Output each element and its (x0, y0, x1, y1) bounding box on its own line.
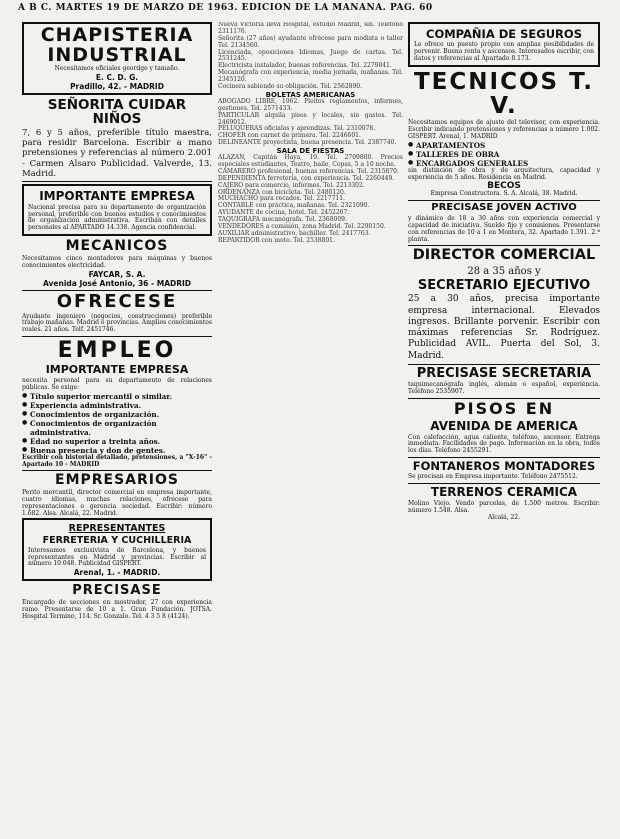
list-item: ● ENCARGADOS GENERALES (408, 159, 600, 168)
ad-body: Interesamos exclusivista de Barcelona, y buenos representantes en Madrid y provincias. Escribir al número 10.048. Publicidad GISPERT. (28, 546, 206, 568)
list-item: ● Buena presencia y don de gentes. (22, 446, 212, 455)
ad-address: Pradillo, 42. - MADRID (70, 81, 164, 91)
classified-entry: TAQUIGRAFA mecanógrafa. Tel. 2368009. (218, 216, 347, 224)
divider (408, 364, 600, 365)
column-right (408, 22, 600, 834)
ad-subtitle: IMPORTANTE EMPRESA (45, 363, 189, 377)
classified-entry: Nueva Victoria lleva Hospital, estudio Madrid, sin. Teléfono 2311176. (218, 22, 403, 35)
ad-chapisteria (22, 22, 212, 95)
ad-body: 7, 6 y 5 años, preferible título maestra, para residir Barcelona. Escribir a mano pretensiones y referencias al número 2.001 - Carmen Alsaro Publicidad. Valverde, 13. Madrid. (22, 128, 212, 179)
section-heading: SALA DE FIESTAS (276, 147, 345, 156)
ad-title: TECNICOS T. V. (413, 68, 595, 119)
ad-body: Nacional precisa para su departamento de organización personal, preferible con buenos estudios y conocimientos de organización administrativa. Escriban con detalles personales al APARTADO 14.338. Agencia confidencial. (28, 203, 206, 232)
classified-entry: ORDENANZA con bicicleta. Tel. 2480120. (218, 188, 346, 196)
ad-empleo (22, 339, 212, 468)
ad-title: COMPAÑIA DE SEGUROS (426, 27, 582, 41)
ad-pisos (408, 401, 600, 455)
ad-address: Arenal, 1. - MADRID. (73, 568, 161, 578)
ad-joven-activo (408, 203, 600, 243)
ad-precisase (22, 584, 212, 620)
classified-entry: Mecanógrafa con experiencia, media jornada, mañanas. Tel. 2345120. (218, 69, 403, 84)
ad-importante-empresa (22, 184, 212, 236)
ad-ofrecese (22, 290, 212, 335)
ad-subtitle: AVENIDA DE AMERICA (430, 419, 578, 433)
ad-senorita (22, 98, 212, 179)
list-item: ● Experiencia administrativa. (22, 401, 212, 410)
ad-address: Empresa Constructora. S. A. Alcalá, 38. Madrid. (430, 190, 578, 198)
ad-title: SEÑORITA CUIDAR NIÑOS (47, 96, 187, 127)
ad-director-comercial (408, 248, 600, 361)
ad-body: Se precisan en Empresa importante. Teléfono 2475512. (408, 473, 578, 481)
ad-title: OFRECESE (56, 290, 178, 312)
ad-age: 28 a 35 años y (467, 265, 541, 277)
ad-body: 25 a 30 años, precisa importante empresa internacional. Elevados ingresos. Brillante porvenir. Escribir con máximas referencias Sr. Rodríguez. Publicidad AVIL. Puerta del Sol, 3. Madrid. (408, 294, 600, 361)
classified-entry: DELINEANTE proyectista, buena presencia. Tel. 2387740. (218, 139, 397, 147)
ad-title: CHAPISTERIA (40, 24, 194, 46)
ad-title: MECANICOS (65, 238, 169, 255)
list-item: ● TALLERES DE OBRA (408, 150, 600, 159)
classified-entry: CAMARERO profesional, buenas referencias. Tel. 2315870. (218, 167, 399, 175)
ad-body: Le ofrece un puesto propio con amplias posibilidades de porvenir. Buena renta y ascensos. Interesados escribir, con datos y referencias al Apartado 8.173. (414, 41, 594, 62)
classified-entry: AYUDANTE de cocina, hotel. Tel. 2452267. (218, 209, 350, 217)
classified-entry: ABOGADO LIBRE, 1962. Pleitos reglamentos, informes, gestiones. Tel. 2571433. (218, 97, 403, 112)
ad-body: Perito mercantil, director comercial en empresa importante, cuatro idiomas, muchas relaciones, ofrécese para representaciones o gerencia sociedad. Escribir: número 1.682. Alsa. Alcalá, 22. Madrid. (22, 489, 212, 517)
ad-address: Alcalá, 22. (487, 513, 521, 521)
list-item: ● Título superior mercantil o similar. (22, 392, 212, 401)
classified-entry: Cocinera sabiendo su obligación. Tel. 2562890. (218, 83, 363, 91)
ad-mecanicos (22, 239, 212, 287)
ad-fontaneros (408, 460, 600, 481)
ad-title: EMPLEO (57, 338, 177, 364)
ad-body: sin distinción de obra y de arquitectura, capacidad y experiencia de 5 años. Residencia en Madrid. (408, 166, 600, 181)
list-item: ● APARTAMENTOS (408, 141, 600, 150)
positions-list (408, 141, 600, 168)
ad-subtitle: SECRETARIO EJECUTIVO (417, 277, 591, 293)
divider (22, 181, 212, 182)
ad-company: FAYCAR, S. A. (88, 269, 146, 279)
ad-terrenos (408, 486, 600, 521)
ad-body: Necesitamos oficiales geordge y tamaño. (54, 64, 180, 72)
ad-title: FONTANEROS MONTADORES (412, 459, 596, 474)
divider (408, 200, 600, 201)
ad-body: necesita personal para su departamento de relaciones públicas. Se exige: (22, 376, 212, 391)
section-heading: BOLETAS AMERICANAS (265, 90, 356, 99)
ad-body: Molino Viejo. Vendo parcelas, de 1.500 metros. Escribir: número 1.548. Alsa. (408, 499, 600, 514)
ad-secretaria (408, 367, 600, 396)
ad-company: BECOS (487, 181, 521, 192)
page-header: A B C. MARTES 19 DE MARZO DE 1963. EDICION DE LA MAÑANA. PAG. 60 (18, 3, 433, 13)
ad-title: EMPRESARIOS (55, 472, 179, 489)
classified-entry: REPARTIDOR con moto. Tel. 2538801. (218, 236, 335, 244)
divider (408, 245, 600, 246)
ad-title: DIRECTOR COMERCIAL (412, 247, 596, 264)
ad-title: PRECISASE JOVEN ACTIVO (431, 202, 577, 214)
ad-representantes (22, 518, 212, 582)
classified-entry: MUCHACHO para recados. Tel. 2217711. (218, 195, 345, 203)
list-item: ● Edad no superior a treinta años. (22, 437, 212, 446)
column-left (22, 22, 212, 834)
list-item: ● Conocimientos de organización. (22, 410, 212, 419)
divider (408, 457, 600, 458)
column-middle (218, 22, 403, 834)
ad-body: Con calefacción, agua caliente, teléfono, ascensor. Entrega inmediata. Facilidades de pago. Información en la obra, todos los días. Teléfono 2455291. (408, 433, 600, 455)
list-item: ● Conocimientos de organización administrativa. (22, 419, 212, 437)
requirements-list (22, 392, 212, 455)
classified-entry: CAJERO para comercio, informes. Tel. 2213302. (218, 181, 365, 189)
ad-company: E. C. D. G. (95, 72, 139, 82)
ad-body: Necesitamos equipos de ajuste del televisor, con experiencia. Escribir indicando pretensiones y referencias a número 1.002. GISPERT. Arenal, 1. MADRID (408, 119, 600, 140)
ad-body: y dinámico de 18 a 30 años con experiencia comercial y capacidad de iniciativa. Sueldo fijo y comisiones. Presentarse con referencias de 10 a 1 en Montera, 32. Apartado 1.391. 2.ª planta. (408, 214, 600, 243)
classified-entry: CONTABLE con práctica, mañanas. Tel. 2321090. (218, 202, 370, 210)
ad-title: TERRENOS CERAMICA (430, 485, 578, 500)
ad-title: IMPORTANTE EMPRESA (39, 189, 195, 204)
ad-title: REPRESENTANTES (68, 522, 166, 534)
classified-entry: PELUQUERAS oficialas y aprendizas. Tel. 2310078. (218, 125, 376, 133)
classified-entry: Electricista instalador, buenas referencias. Tel. 2279841. (218, 62, 392, 70)
ad-subtitle: FERRETERIA Y CUCHILLERIA (42, 534, 192, 546)
ad-body: Ayudante ingeniero (negocios, construcciones) preferible trabajo mañanas. Madrid o provincias. Amplios conocimientos reales. 21 años. Telf. 2451746. (22, 312, 212, 334)
classified-entry: CHOFER con carnet de primera. Tel. 2246601. (218, 132, 361, 140)
ad-compania-seguros (408, 22, 600, 67)
ad-title: INDUSTRIAL (47, 43, 187, 66)
classified-entry: DEPENDIENTA ferretería, con experiencia. Tel. 2260449. (218, 174, 395, 182)
ad-footer: Escribir con historial detallado, pretensiones, a "X-16" - Apartado 10 - MADRID (22, 453, 212, 468)
classified-entry: Señorita (27 años) ayudante ofrécese para modista o taller Tel. 2134560. (218, 34, 403, 49)
divider (22, 336, 212, 337)
classified-entry: AUXILIAR administrativo, bachiller. Tel. 2417763. (218, 229, 371, 237)
divider (22, 470, 212, 471)
ad-title: PRECISASE (72, 583, 162, 599)
ad-title: PISOS EN (453, 399, 555, 419)
ad-body: taquimecanógrafa inglés, alemán o español, experiencia. Teléfono 2535907. (408, 381, 600, 396)
classified-entry: VENDEDORES a comisión, zona Madrid. Tel. 2290150. (218, 223, 386, 231)
ad-tecnicos (408, 70, 600, 199)
ad-body: Encargado de secciones en mostrador, 27 con experiencia ramo. Presentarse de 10 a 1. Gran Fundación. JOTSA. Hospital Termino, 114. Sr. Gonzalo. Tel. 4 3 5 8 (4124). (22, 598, 212, 620)
ad-title: PRECISASE SECRETARIA (416, 365, 592, 381)
ad-address: Avenida José Antonio, 36 - MADRID (42, 278, 192, 288)
ad-empresarios (22, 473, 212, 517)
divider (408, 483, 600, 484)
ad-body: Necesitamos cinco montadores para máquinas y buenos conocimientos electricidad. (22, 254, 212, 269)
classified-entry: ALAZAN, Capitán Haya, 10. Tel. 2709800. Precios especiales estudiantes, Teatro, baile, Copas, 5 a 10 noche. (218, 154, 403, 169)
classified-entry: PARTICULAR alquila pisos y locales, sin gastos. Tel. 2469012. (218, 111, 403, 126)
classified-entry: Licenciada, oposiciones Idiomas, Juego de cartas. Tel. 2531245. (218, 48, 403, 63)
